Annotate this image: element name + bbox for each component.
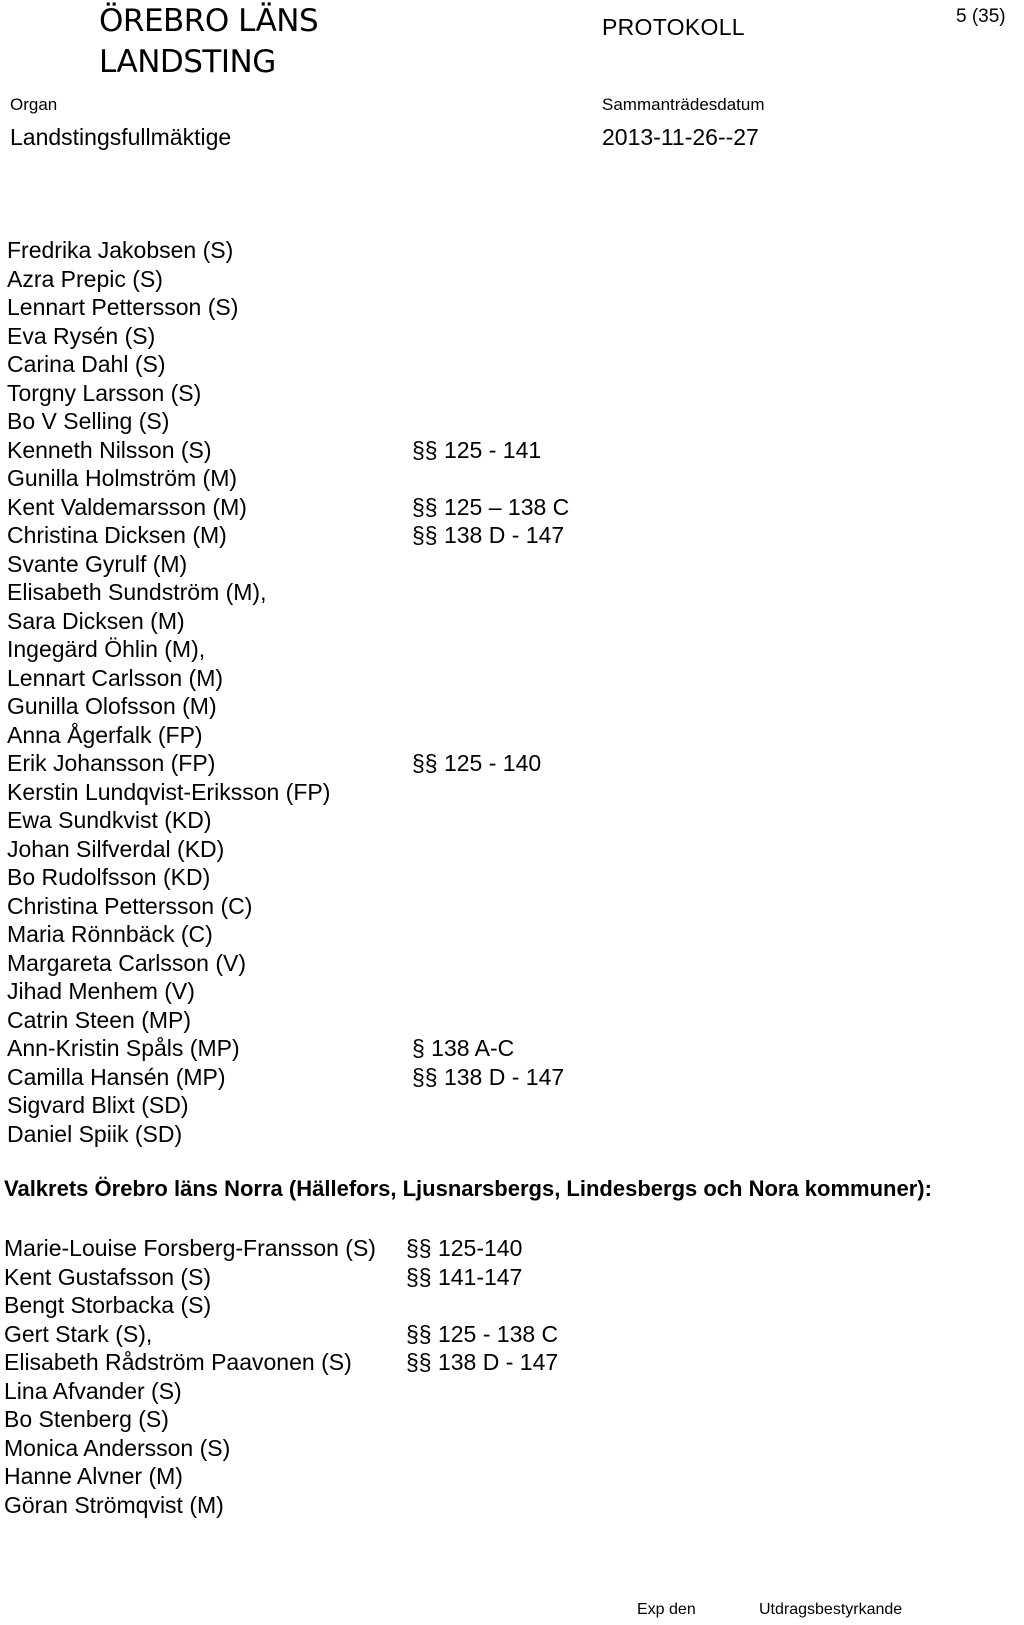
member-row [4,1291,1004,1320]
member-row [4,1263,1004,1292]
member-name: Gert Stark (S), [4,1320,153,1347]
member-row [7,521,1007,550]
page-number: 5 (35) [956,6,1006,27]
member-name: Johan Silfverdal (KD) [7,835,225,862]
member-row [7,692,1007,721]
member-row [7,436,1007,465]
member-row [7,949,1007,978]
member-row [7,464,1007,493]
member-name: Lennart Pettersson (S) [7,294,239,320]
member-name: Göran Strömqvist (M) [4,1491,224,1518]
member-row [4,1348,1004,1377]
member-name: Elisabeth Sundström (M), [7,579,267,605]
member-name: Gunilla Holmström (M) [7,465,238,491]
member-name: Torgny Larsson (S) [7,379,202,406]
member-paragraphs: §§ 125 - 140 [412,750,542,776]
member-name: Anna Ågerfalk (FP) [7,721,203,748]
member-row [7,407,1007,436]
organ-value: Landstingsfullmäktige [10,124,232,150]
member-name: Bengt Storbacka (S) [4,1292,212,1318]
document-type: PROTOKOLL [602,14,745,40]
member-row [4,1462,1004,1491]
member-row [7,835,1007,864]
logo-line-1: ÖREBRO LÄNS [99,3,319,39]
member-name: Svante Gyrulf (M) [7,550,188,577]
member-row [4,1377,1004,1406]
member-row [7,920,1007,949]
member-row [7,578,1007,607]
member-name: Ann-Kristin Spåls (MP) [7,1035,240,1061]
member-row [7,749,1007,778]
member-row [7,1063,1007,1092]
member-name: Maria Rönnbäck (C) [7,921,213,947]
member-paragraphs: §§ 125 - 141 [412,436,542,463]
member-row [7,265,1007,294]
member-name: Christina Dicksen (M) [7,522,227,548]
footer-certification-label: Utdragsbestyrkande [759,1601,903,1618]
member-row [4,1234,1004,1263]
member-row [7,1006,1007,1035]
member-name: Christina Pettersson (C) [7,892,253,919]
member-name: Catrin Steen (MP) [7,1006,192,1033]
member-name: Jihad Menhem (V) [7,978,195,1004]
member-name: Marie-Louise Forsberg-Fransson (S) [4,1235,376,1261]
member-paragraphs: §§ 125 – 138 C [412,493,570,520]
member-row [7,607,1007,636]
member-name: Lennart Carlsson (M) [7,664,224,691]
member-row [7,664,1007,693]
member-paragraphs: §§ 125 - 138 C [406,1320,559,1347]
member-row [7,550,1007,579]
member-name: Kerstin Lundqvist-Eriksson (FP) [7,778,331,805]
member-name: Fredrika Jakobsen (S) [7,237,234,263]
member-name: Erik Johansson (FP) [7,750,216,776]
member-row [7,1034,1007,1063]
member-name: Sigvard Blixt (SD) [7,1092,189,1118]
member-name: Bo Stenberg (S) [4,1406,169,1432]
member-name: Hanne Alvner (M) [4,1463,183,1489]
member-name: Azra Prepic (S) [7,265,163,292]
member-row [7,1091,1007,1120]
member-name: Lina Afvander (S) [4,1377,182,1404]
member-paragraphs: §§ 125-140 [406,1235,523,1261]
member-row [7,806,1007,835]
member-row [4,1434,1004,1463]
member-name: Margareta Carlsson (V) [7,949,247,976]
member-row [7,379,1007,408]
member-row [7,1120,1007,1149]
member-paragraphs: §§ 138 D - 147 [406,1349,559,1375]
constituency-member-list [4,1234,1004,1519]
member-row [7,635,1007,664]
member-name: Kent Gustafsson (S) [4,1263,212,1290]
member-name: Monica Andersson (S) [4,1434,231,1461]
member-row [7,863,1007,892]
section-heading: Valkrets Örebro läns Norra (Hällefors, Ljusnarsbergs, Lindesbergs och Nora kommuner): [4,1176,932,1201]
member-name: Elisabeth Rådström Paavonen (S) [4,1349,352,1375]
member-name: Gunilla Olofsson (M) [7,693,217,719]
member-name: Camilla Hansén (MP) [7,1063,226,1090]
member-paragraphs: §§ 141-147 [406,1263,523,1290]
member-row [7,778,1007,807]
meeting-date-value: 2013-11-26--27 [602,124,759,150]
member-row [7,322,1007,351]
member-name: Bo V Selling (S) [7,408,170,434]
member-paragraphs: §§ 138 D - 147 [412,522,565,548]
member-name: Carina Dahl (S) [7,351,166,377]
member-paragraphs: § 138 A-C [412,1035,515,1061]
meeting-date-label: Sammanträdesdatum [602,95,765,114]
member-row [7,493,1007,522]
member-name: Kenneth Nilsson (S) [7,436,212,463]
member-name: Daniel Spiik (SD) [7,1120,183,1147]
member-name: Bo Rudolfsson (KD) [7,864,211,890]
member-paragraphs: §§ 138 D - 147 [412,1063,565,1090]
member-row [4,1491,1004,1520]
member-row [7,892,1007,921]
member-name: Sara Dicksen (M) [7,607,185,634]
member-row [7,236,1007,265]
footer-exp-label: Exp den [637,1601,696,1618]
member-row [7,977,1007,1006]
member-row [4,1320,1004,1349]
member-name: Ingegärd Öhlin (M), [7,636,206,662]
member-row [7,350,1007,379]
member-name: Ewa Sundkvist (KD) [7,807,212,833]
member-list [7,236,1007,1148]
member-name: Kent Valdemarsson (M) [7,493,247,520]
logo-line-2: LANDSTING [99,44,276,80]
organ-label: Organ [10,95,58,114]
member-row [7,293,1007,322]
member-row [7,721,1007,750]
member-row [4,1405,1004,1434]
member-name: Eva Rysén (S) [7,322,156,349]
